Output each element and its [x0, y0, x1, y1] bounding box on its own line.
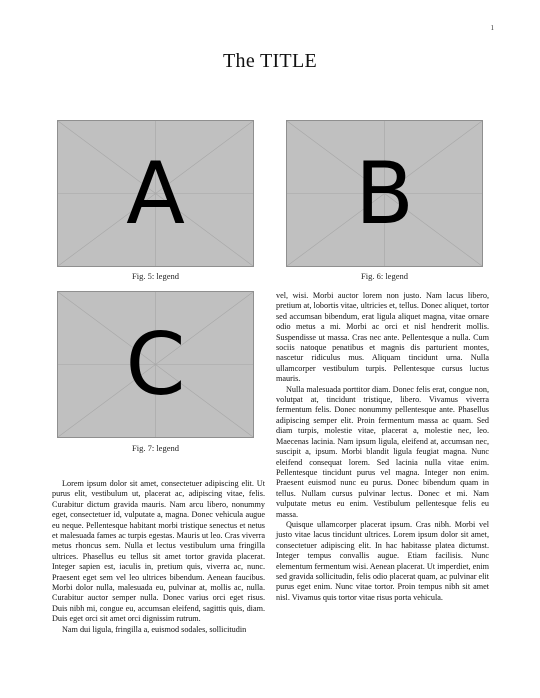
figure-c-letter: C	[125, 314, 186, 415]
figure-b-letter: B	[355, 143, 414, 244]
paragraph: Quisque ullamcorper placerat ipsum. Cras nibh. Morbi vel justo vitae lacus tincidunt ultrices. Lorem ipsum dolor sit amet, consectetuer adipiscing elit. In hac habitasse platea dictumst. Integer tempus convallis augue. Etiam facilisis. Nunc elementum fermentum wisi. Aenean placerat. Ut imperdiet, enim sed gravida sollicitudin, felis odio placerat quam, ac pulvinar elit purus eget enim. Nunc vitae tortor. Proin tempus nibh sit amet nisl. Vivamus quis tortor vitae risus porta vehicula.	[276, 519, 489, 602]
figure-a-caption: Fig. 5: legend	[132, 271, 179, 281]
left-column-text	[52, 479, 265, 635]
figure-c-placeholder-image	[57, 291, 254, 438]
figure-a-placeholder-image	[57, 120, 254, 267]
paper-title: The TITLE	[223, 50, 317, 72]
page-number: 1	[490, 24, 494, 32]
paragraph: Nam dui ligula, fringilla a, euismod sodales, sollicitudin	[62, 624, 247, 634]
figure-a-letter: A	[126, 143, 185, 244]
paragraph: vel, wisi. Morbi auctor lorem non justo. Nam lacus libero, pretium at, lobortis vitae, ultricies et, tellus. Donec aliquet, tortor sed accumsan bibendum, erat ligula aliquet magna, vitae ornare odio metus a mi. Morbi ac orci et nisl hendrerit mollis. Suspendisse ut massa. Cras nec ante. Pellentesque a nulla. Cum sociis natoque penatibus et magnis dis parturient montes, nascetur ridiculus mus. Aliquam tincidunt urna. Nulla ullamcorper vestibulum turpis. Pellentesque cursus luctus mauris.	[276, 291, 489, 384]
paragraph: Lorem ipsum dolor sit amet, consectetuer adipiscing elit. Ut purus elit, vestibulum ut, placerat ac, adipiscing vitae, felis. Curabitur dictum gravida mauris. Nam arcu libero, nonummy eget, consectetuer id, vulputate a, magna. Donec vehicula augue eu neque. Pellentesque habitant morbi tristique senectus et netus et malesuada fames ac turpis egestas. Mauris ut leo. Cras viverra metus rhoncus sem. Nulla et lectus vestibulum urna fringilla ultrices. Phasellus eu tellus sit amet tortor gravida placerat. Integer sapien est, iaculis in, pretium quis, viverra ac, nunc. Praesent eget sem vel leo ultrices bibendum. Aenean faucibus. Morbi dolor nulla, malesuada eu, pulvinar at, mollis ac, nulla. Curabitur auctor semper nulla. Donec varius orci eget risus. Duis nibh mi, congue eu, accumsan eleifend, sagittis quis, diam. Duis eget orci sit amet orci dignissim rutrum.	[52, 479, 265, 624]
paragraph: Nulla malesuada porttitor diam. Donec felis erat, congue non, volutpat at, tincidunt tristique, libero. Vivamus viverra fermentum felis. Donec nonummy pellentesque ante. Phasellus adipiscing semper elit. Proin fermentum massa ac quam. Sed diam turpis, molestie vitae, placerat a, molestie nec, leo. Maecenas lacinia. Nam ipsum ligula, eleifend at, accumsan nec, suscipit a, ipsum. Morbi blandit ligula feugiat magna. Nunc eleifend consequat lorem. Sed lacinia nulla vitae enim. Pellentesque tincidunt purus vel magna. Integer non enim. Praesent euismod nunc eu purus. Donec bibendum quam in tellus. Nullam cursus pulvinar lectus. Donec et mi. Nam vulputate metus eu enim. Vestibulum pellentesque felis eu massa.	[276, 384, 489, 519]
figure-c-caption: Fig. 7: legend	[132, 443, 179, 453]
figure-b-placeholder-image	[286, 120, 483, 267]
figure-b-caption: Fig. 6: legend	[361, 271, 408, 281]
right-column-text	[276, 291, 489, 603]
